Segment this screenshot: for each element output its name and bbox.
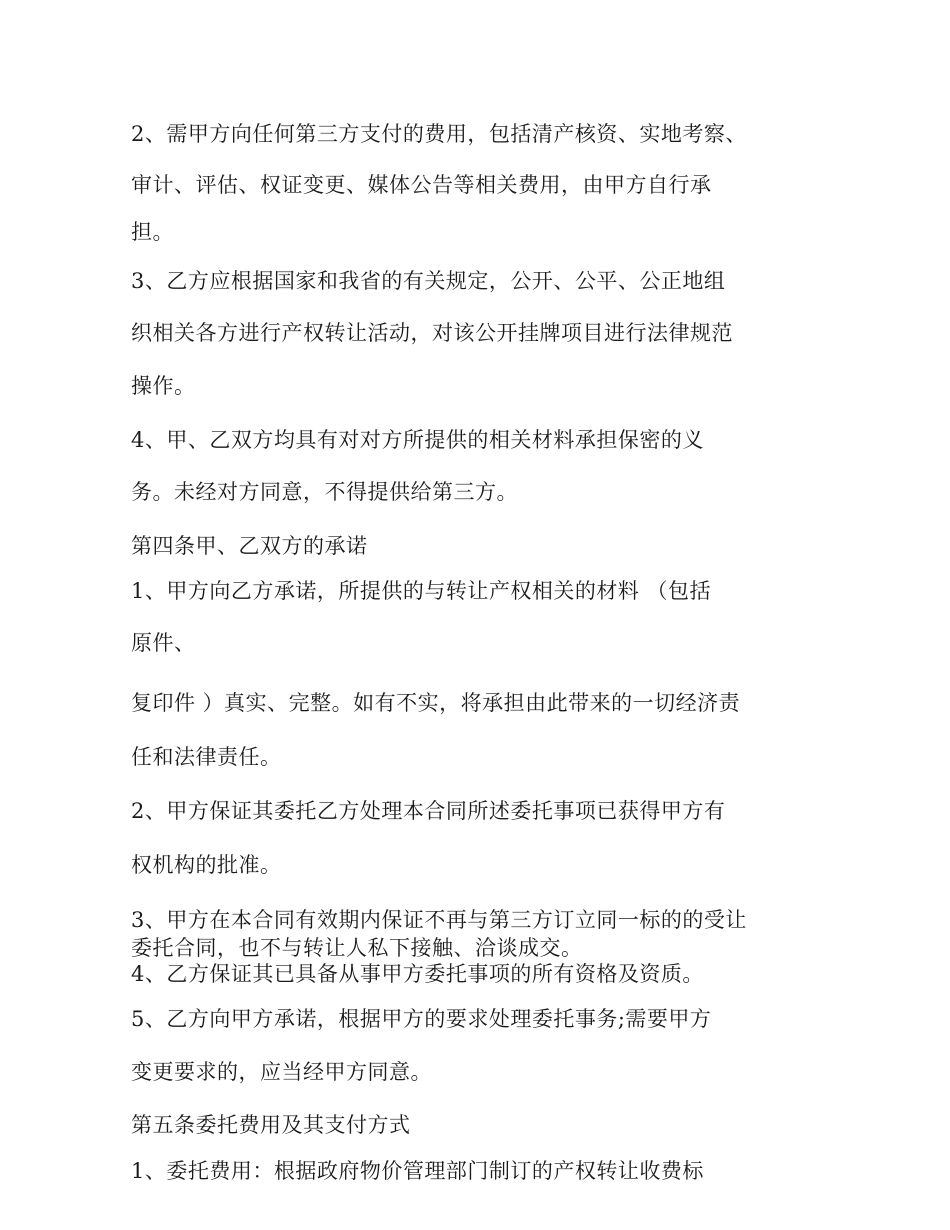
clause-3-2-line-2: 审计、评估、权证变更、媒体公告等相关费用，由甲方自行承	[131, 173, 712, 197]
clause-4-3-line-1: 3、甲方在本合同有效期内保证不再与第三方订立同一标的的受让	[131, 908, 747, 932]
article-4-heading: 第四条甲、乙双方的承诺	[131, 534, 368, 558]
clause-3-4-line-2: 务。未经对方同意，不得提供给第三方。	[131, 480, 518, 504]
clause-4-1-line-3: 复印件 ）真实、完整。如有不实，将承担由此带来的一切经济责	[131, 691, 741, 715]
clause-4-2-line-1: 2、甲方保证其委托乙方处理本合同所述委托事项已获得甲方有	[131, 799, 726, 823]
clause-4-5-line-1: 5、乙方向甲方承诺，根据甲方的要求处理委托事务;需要甲方	[131, 1007, 712, 1031]
clause-3-4-line-1: 4、甲、乙双方均具有对对方所提供的相关材料承担保密的义	[131, 428, 704, 452]
clause-3-3-line-2: 织相关各方进行产权转让活动，对该公开挂牌项目进行法律规范	[131, 321, 733, 345]
clause-4-5-line-2: 变更要求的，应当经甲方同意。	[131, 1060, 432, 1084]
clause-5-1-line-1: 1、委托费用：根据政府物价管理部门制订的产权转让收费标	[131, 1159, 704, 1183]
clause-4-1-line-2: 原件、	[131, 631, 196, 655]
clause-4-4-line-1: 4、乙方保证其已具备从事甲方委托事项的所有资格及资质。	[131, 962, 704, 986]
clause-3-3-line-1: 3、乙方应根据国家和我省的有关规定，公开、公平、公正地组	[131, 269, 726, 293]
clause-4-2-line-2: 权机构的批准。	[131, 853, 282, 877]
clause-4-3-line-2: 委托合同，也不与转让人私下接触、洽谈成交。	[131, 936, 583, 960]
clause-4-1-line-1: 1、甲方向乙方承诺，所提供的与转让产权相关的材料 （包括	[131, 579, 712, 603]
clause-3-3-line-3: 操作。	[131, 374, 196, 398]
article-5-heading: 第五条委托费用及其支付方式	[131, 1113, 411, 1137]
clause-3-2-line-3: 担。	[131, 220, 174, 244]
clause-3-2-line-1: 2、需甲方向任何第三方支付的费用，包括清产核资、实地考察、	[131, 122, 747, 146]
clause-4-1-line-4: 任和法律责任。	[131, 745, 282, 769]
